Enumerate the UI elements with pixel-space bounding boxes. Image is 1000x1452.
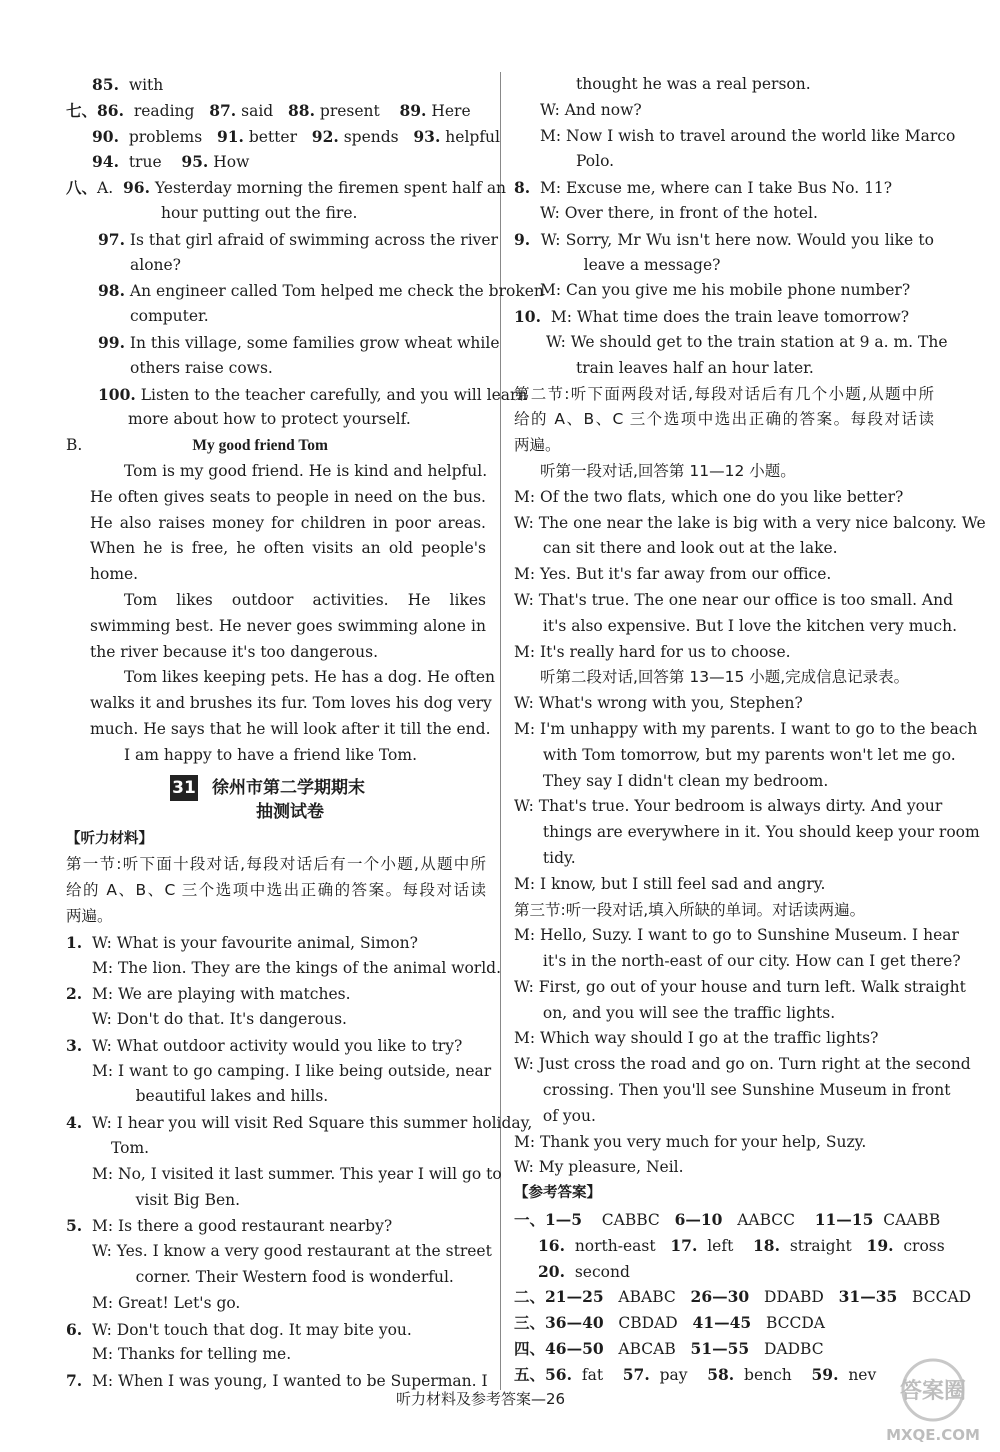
left-text-line: Tom likes keeping pets. He has a dog. He often xyxy=(124,668,496,687)
left-listening-line: M: Great! Let's go. xyxy=(92,1293,241,1312)
right-text-line: can sit there and look out at the lake. xyxy=(538,539,838,558)
right-text-line: it's also expensive. But I love the kitchen very much. xyxy=(538,616,958,635)
left-text-line: alone? xyxy=(130,255,181,274)
exam-title-line2: 抽测试卷 xyxy=(256,801,324,822)
column-divider xyxy=(500,72,501,1390)
right-text-line: M: Can you give me his mobile phone number? xyxy=(540,281,911,300)
right-lines xyxy=(514,72,986,1388)
svg-text:答案圈: 答案圈 xyxy=(899,1379,967,1404)
right-text-line: 9. W: Sorry, Mr Wu isn't here now. Would you like to xyxy=(514,229,934,249)
right-text-line: M: Of the two flats, which one do you like better? xyxy=(514,487,904,506)
left-text-line: swimming best. He never goes swimming alone in xyxy=(90,616,486,635)
watermark-icon xyxy=(870,1352,996,1448)
left-listening-line: Tom. xyxy=(111,1139,150,1158)
left-listening-line: M: I want to go camping. I like being outside, near xyxy=(92,1061,492,1080)
left-listening-line: 1. W: What is your favourite animal, Simon? xyxy=(66,932,418,952)
right-text-line: 听第二段对话,回答第 13—15 小题,完成信息记录表。 xyxy=(540,668,910,687)
left-text-line: Tom likes outdoor activities. He likes xyxy=(124,590,486,609)
left-listening-line: 5. M: Is there a good restaurant nearby? xyxy=(66,1216,393,1236)
svg-text:MXQE.COM: MXQE.COM xyxy=(886,1426,980,1444)
left-listening-line: 7. M: When I was young, I wanted to be Superman. I xyxy=(66,1371,488,1391)
right-text-line: tidy. xyxy=(538,848,576,867)
right-text-line: W: That's true. The one near our office is too small. And xyxy=(514,590,954,609)
exam-number-badge: 31 xyxy=(170,775,198,801)
left-listening-line: W: Yes. I know a very good restaurant at the street xyxy=(92,1242,492,1261)
right-text-line: on, and you will see the traffic lights. xyxy=(538,1003,836,1022)
right-text-line: W: And now? xyxy=(540,100,642,119)
left-text-line: hour putting out the fire. xyxy=(161,203,358,222)
right-text-line: W: That's true. Your bedroom is always dirty. And your xyxy=(514,797,943,816)
left-text-line: 100. Listen to the teacher carefully, and you will learn xyxy=(98,384,528,404)
left-column xyxy=(66,72,544,1394)
left-listening-line: 6. W: Don't touch that dog. It may bite you. xyxy=(66,1319,412,1339)
right-text-line: 8. M: Excuse me, where can I take Bus No. 11? xyxy=(514,178,893,198)
right-text-line: 五、56. fat 57. pay 58. bench 59. nev xyxy=(514,1364,877,1384)
left-text-line: 七、86. reading 87. said 88. present 89. Here xyxy=(66,100,471,120)
left-text-line: others raise cows. xyxy=(130,358,273,377)
left-text-line: 99. In this village, some families grow wheat while xyxy=(98,332,500,352)
left-text-line: more about how to protect yourself. xyxy=(128,410,411,429)
watermark-logo xyxy=(870,1352,996,1448)
right-text-line: 三、36—40 CBDAD 41—45 BCCDA xyxy=(514,1313,825,1333)
left-listening-line: 3. W: What outdoor activity would you like to try? xyxy=(66,1035,463,1055)
left-text-line: 90. problems 91. better 92. spends 93. helpful xyxy=(92,126,500,146)
right-text-line: thought he was a real person. xyxy=(576,75,811,93)
right-text-line: W: What's wrong with you, Stephen? xyxy=(514,694,803,713)
right-text-line: 一、1—5 CABBC 6—10 AABCC 11—15 CAABB xyxy=(514,1210,941,1230)
right-text-line: M: I'm unhappy with my parents. I want to go to the beach xyxy=(514,719,978,738)
left-listening-line: corner. Their Western food is wonderful. xyxy=(111,1268,454,1287)
right-text-line: 16. north-east 17. left 18. straight 19. cross xyxy=(538,1235,945,1255)
left-text-line: He also raises money for children in poor areas. xyxy=(90,513,486,532)
left-text-line: 85. with xyxy=(92,75,164,94)
left-listening-line: W: Don't do that. It's dangerous. xyxy=(92,1010,347,1029)
right-text-line: M: Yes. But it's far away from our office. xyxy=(514,565,832,584)
left-text-line: the river because it's too dangerous. xyxy=(90,642,378,661)
exam-heading xyxy=(66,771,486,823)
left-listening-line: beautiful lakes and hills. xyxy=(111,1087,329,1106)
right-text-line: 两遍。 xyxy=(514,436,561,455)
right-text-line: 10. M: What time does the train leave tomorrow? xyxy=(514,307,910,327)
left-listening-line: M: No, I visited it last summer. This year I will go to xyxy=(92,1164,502,1183)
right-text-line: 第三节:听一段对话,填入所缺的单词。对话读两遍。 xyxy=(514,900,866,919)
right-text-line: with Tom tomorrow, but my parents won't let me go. xyxy=(538,745,956,764)
right-text-line: M: Now I wish to travel around the world like Marco xyxy=(540,126,956,145)
left-listening-line: visit Big Ben. xyxy=(111,1190,241,1209)
right-text-line: of you. xyxy=(538,1106,596,1125)
right-text-line: it's in the north-east of our city. How can I get there? xyxy=(538,952,961,971)
right-text-line: W: The one near the lake is big with a very nice balcony. We xyxy=(514,513,986,532)
right-text-line: 四、46—50 ABCAB 51—55 DADBC xyxy=(514,1339,824,1359)
left-listening-line: 给的 A、B、C 三个选项中选出正确的答案。每段对话读 xyxy=(66,881,486,900)
right-text-line: M: Hello, Suzy. I want to go to Sunshine Museum. I hear xyxy=(514,926,959,945)
left-text-line: He often gives seats to people in need on the bus. xyxy=(90,487,486,506)
right-text-line: M: I know, but I still feel sad and angry. xyxy=(514,874,826,893)
left-text-line: 98. An engineer called Tom helped me check the broken xyxy=(98,281,544,301)
right-text-line: M: Thank you very much for your help, Suzy. xyxy=(514,1132,867,1151)
left-text-line: 94. true 95. How xyxy=(92,152,250,172)
right-text-line: W: First, go out of your house and turn left. Walk straight xyxy=(514,977,966,996)
page-footer: 听力材料及参考答案—26 xyxy=(396,1390,566,1408)
right-text-line: 二、21—25 ABABC 26—30 DDABD 31—35 BCCAD xyxy=(514,1287,972,1307)
left-text-line: Tom is my good friend. He is kind and helpful. xyxy=(124,461,488,480)
left-text-line: walks it and brushes its fur. Tom loves his dog very xyxy=(90,694,492,713)
left-text-line: 八、A. 96. Yesterday morning the firemen spent half an xyxy=(66,178,507,198)
right-text-line: 给的 A、B、C 三个选项中选出正确的答案。每段对话读 xyxy=(514,410,934,429)
left-text-line: B. My good friend Tom xyxy=(66,436,328,455)
right-column xyxy=(514,72,986,1388)
right-text-line: 【参考答案】 xyxy=(514,1185,601,1202)
right-text-line: crossing. Then you'll see Sunshine Museum in front xyxy=(538,1081,951,1100)
right-text-line: 第二节:听下面两段对话,每段对话后有几个小题,从题中所 xyxy=(514,384,934,403)
right-text-line: M: It's really hard for us to choose. xyxy=(514,642,791,661)
right-text-line: W: We should get to the train station at 9 a. m. The xyxy=(546,332,948,351)
right-text-line: W: Just cross the road and go on. Turn right at the second xyxy=(514,1055,971,1074)
left-listening-line: 4. W: I hear you will visit Red Square this summer holiday, xyxy=(66,1113,533,1133)
right-text-line: 20. second xyxy=(538,1261,630,1281)
right-text-line: leave a message? xyxy=(559,255,721,274)
left-text-line: home. xyxy=(90,565,139,584)
right-text-line: M: Which way should I go at the traffic lights? xyxy=(514,1029,879,1048)
exam-title-line1: 徐州市第二学期期末 xyxy=(212,777,365,798)
left-text-line: When he is free, he often visits an old people's xyxy=(90,539,486,558)
left-lines-2 xyxy=(66,827,533,1395)
right-text-line: Polo. xyxy=(576,152,615,171)
left-listening-line: 【听力材料】 xyxy=(66,830,153,847)
right-text-line: W: My pleasure, Neil. xyxy=(514,1158,684,1177)
right-text-line: train leaves half an hour later. xyxy=(576,358,814,377)
left-text-line: much. He says that he will look after it till the end. xyxy=(90,719,491,738)
right-text-line: 听第一段对话,回答第 11—12 小题。 xyxy=(540,461,796,480)
right-text-line: W: Over there, in front of the hotel. xyxy=(540,203,818,222)
left-text-line: 97. Is that girl afraid of swimming across the river xyxy=(98,229,498,249)
left-text-line: computer. xyxy=(130,307,209,326)
right-text-line: things are everywhere in it. You should keep your room xyxy=(538,823,980,842)
right-text-line: They say I didn't clean my bedroom. xyxy=(538,771,829,790)
left-listening-line: 两遍。 xyxy=(66,906,113,925)
left-listening-line: 第一节:听下面十段对话,每段对话后有一个小题,从题中所 xyxy=(66,855,486,874)
left-listening-line: M: Thanks for telling me. xyxy=(92,1345,292,1364)
left-text-line: I am happy to have a friend like Tom. xyxy=(124,745,418,764)
left-listening-line: M: The lion. They are the kings of the animal world. xyxy=(92,958,502,977)
left-listening-line: 2. M: We are playing with matches. xyxy=(66,984,351,1004)
